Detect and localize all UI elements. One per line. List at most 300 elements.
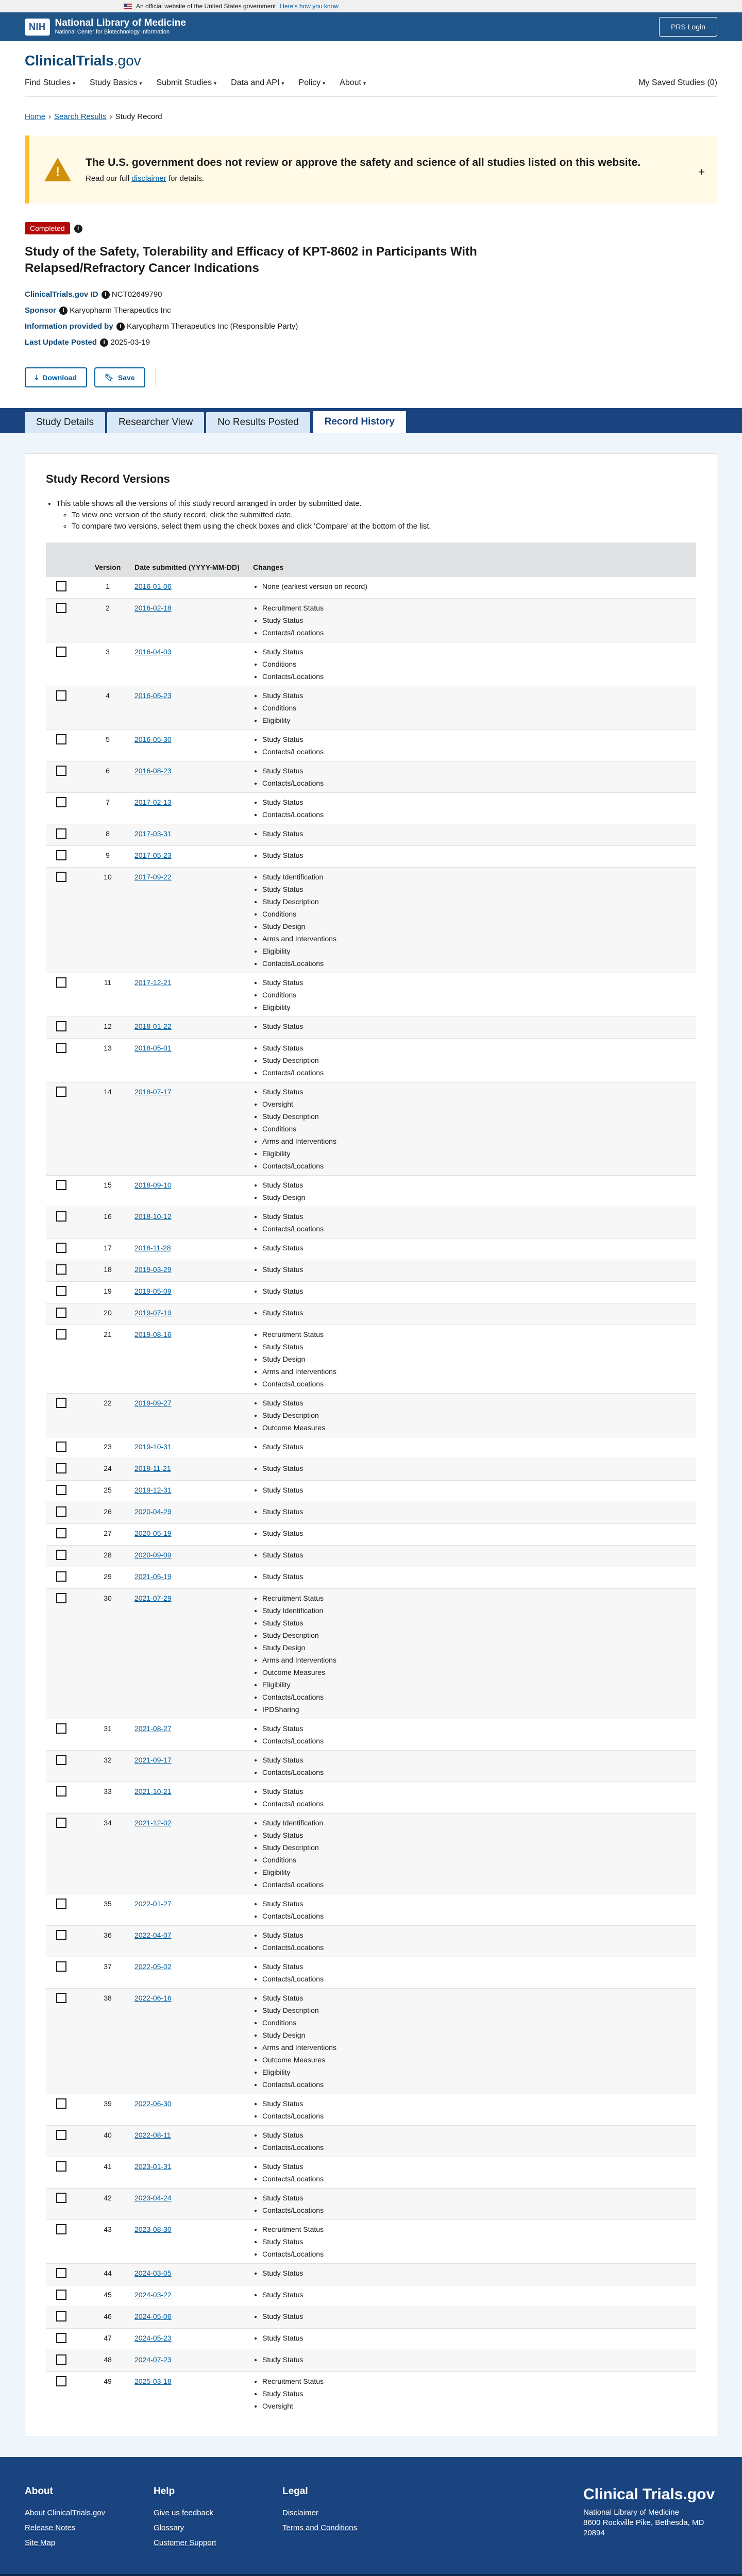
- version-number: 26: [87, 1502, 128, 1523]
- date-cell: [128, 1588, 247, 1719]
- changes-cell: [247, 1894, 696, 1925]
- changes-cell: [247, 1303, 696, 1325]
- version-checkbox[interactable]: [56, 2311, 66, 2321]
- changes-cell: [247, 1545, 696, 1567]
- version-number: 12: [87, 1016, 128, 1038]
- version-checkbox[interactable]: [56, 603, 66, 613]
- version-checkbox[interactable]: [56, 1021, 66, 1031]
- change-item: • Study Status: [262, 689, 690, 702]
- submitted-date-link[interactable]: 2023-01-31: [134, 2162, 172, 2171]
- date-cell: [128, 1523, 247, 1545]
- version-number: 43: [87, 2219, 128, 2263]
- chevron-down-icon: ▾: [214, 80, 217, 87]
- version-number: 8: [87, 824, 128, 845]
- alert-body: Read our full disclaimer for details.: [86, 174, 205, 183]
- info-icon[interactable]: i: [59, 307, 68, 315]
- change-item: • Study Status: [262, 2387, 690, 2400]
- change-item: • Study Status: [262, 1484, 690, 1496]
- change-item: • Study Status: [262, 2235, 690, 2248]
- heres-how-link[interactable]: Here's how you know: [280, 3, 339, 10]
- table-row: [46, 1588, 696, 1719]
- version-checkbox[interactable]: [56, 1961, 66, 1972]
- submitted-date-link[interactable]: 2021-10-21: [134, 1787, 172, 1795]
- date-cell: [128, 577, 247, 598]
- change-item: • Study Status: [262, 2332, 690, 2344]
- submitted-date-link[interactable]: 2016-04-03: [134, 647, 172, 656]
- change-item: • Arms and Interventions: [262, 933, 690, 945]
- tab-researcher-view[interactable]: Researcher View: [107, 412, 204, 433]
- change-item: • Study Status: [262, 1785, 690, 1798]
- version-checkbox[interactable]: [56, 1243, 66, 1253]
- change-item: • Study Status: [262, 883, 690, 895]
- change-item: • Eligibility: [262, 2066, 690, 2078]
- changes-cell: [247, 642, 696, 686]
- changes-cell: [247, 1502, 696, 1523]
- select-cell: [46, 1393, 87, 1437]
- change-item: • Study Status: [262, 1829, 690, 1841]
- version-number: 23: [87, 1437, 128, 1459]
- changes-cell: [247, 1480, 696, 1502]
- table-row: [46, 1459, 696, 1480]
- select-cell: [46, 1260, 87, 1281]
- select-cell: [46, 2350, 87, 2371]
- submitted-date-link[interactable]: 2021-07-29: [134, 1594, 172, 1602]
- changes-cell: [247, 792, 696, 824]
- submitted-date-link[interactable]: 2022-06-16: [134, 1993, 172, 2002]
- submitted-date-link[interactable]: 2021-12-02: [134, 1818, 172, 1827]
- change-item: • Conditions: [262, 1123, 690, 1135]
- submitted-date-link[interactable]: 2024-05-23: [134, 2333, 172, 2342]
- table-row: [46, 1567, 696, 1588]
- version-number: 25: [87, 1480, 128, 1502]
- submitted-date-link[interactable]: 2022-01-27: [134, 1899, 172, 1908]
- table-row: [46, 2094, 696, 2125]
- version-number: 28: [87, 1545, 128, 1567]
- version-checkbox[interactable]: [56, 2290, 66, 2300]
- submitted-date-link[interactable]: 2016-08-23: [134, 766, 172, 775]
- version-checkbox[interactable]: [56, 1180, 66, 1190]
- submitted-date-link[interactable]: 2017-02-13: [134, 798, 172, 806]
- changes-cell: [247, 598, 696, 642]
- change-item: • Contacts/Locations: [262, 808, 690, 821]
- ct-header: [0, 41, 742, 97]
- footer-logo[interactable]: Clinical Trials.gov: [583, 2485, 715, 2503]
- saved-studies-link[interactable]: My Saved Studies (0): [638, 78, 717, 87]
- changes-cell: [247, 1175, 696, 1207]
- save-button[interactable]: 🔖︎ Save: [94, 367, 145, 387]
- submitted-date-link[interactable]: 2016-05-30: [134, 735, 172, 743]
- changes-cell: [247, 2350, 696, 2371]
- submitted-date-link[interactable]: 2023-04-24: [134, 2193, 172, 2202]
- submitted-date-link[interactable]: 2021-09-17: [134, 1755, 172, 1764]
- version-number: 18: [87, 1260, 128, 1281]
- version-checkbox[interactable]: [56, 1723, 66, 1734]
- select-cell: [46, 1567, 87, 1588]
- version-checkbox[interactable]: [56, 1593, 66, 1603]
- change-item: • Contacts/Locations: [262, 2141, 690, 2154]
- table-row: [46, 1988, 696, 2094]
- change-item: • Study Status: [262, 1285, 690, 1297]
- version-checkbox[interactable]: [56, 2376, 66, 2386]
- submitted-date-link[interactable]: 2024-03-05: [134, 2268, 172, 2277]
- changes-cell: [247, 1207, 696, 1238]
- change-item: • Recruitment Status: [262, 1592, 690, 1604]
- select-cell: [46, 1782, 87, 1813]
- select-cell: [46, 1016, 87, 1038]
- submitted-date-link[interactable]: 2020-09-09: [134, 1550, 172, 1559]
- gov-banner: [0, 0, 742, 12]
- table-row: [46, 1523, 696, 1545]
- version-number: 29: [87, 1567, 128, 1588]
- submitted-date-link[interactable]: 2022-05-02: [134, 1962, 172, 1971]
- nav-study-basics[interactable]: Study Basics ▾: [89, 78, 142, 87]
- table-row: [46, 1303, 696, 1325]
- submitted-date-link[interactable]: 2018-01-22: [134, 1022, 172, 1030]
- info-icon[interactable]: i: [102, 291, 110, 299]
- change-item: • Study Status: [262, 1020, 690, 1032]
- version-checkbox[interactable]: [56, 2161, 66, 2172]
- version-checkbox[interactable]: [56, 1485, 66, 1495]
- nav-policy[interactable]: Policy ▾: [298, 78, 326, 87]
- date-cell: [128, 1567, 247, 1588]
- nav-data-api[interactable]: Data and API ▾: [231, 78, 284, 87]
- version-number: 14: [87, 1082, 128, 1175]
- date-cell: [128, 1480, 247, 1502]
- version-checkbox[interactable]: [56, 2098, 66, 2109]
- change-item: • Study Status: [262, 646, 690, 658]
- version-checkbox[interactable]: [56, 1442, 66, 1452]
- submitted-date-link[interactable]: 2020-05-19: [134, 1529, 172, 1537]
- submitted-date-link[interactable]: 2018-07-17: [134, 1087, 172, 1096]
- submitted-date-link[interactable]: 2019-05-09: [134, 1286, 172, 1295]
- info-icon[interactable]: i: [100, 338, 108, 347]
- version-number: 27: [87, 1523, 128, 1545]
- us-flag-icon: [124, 4, 132, 9]
- submitted-date-link[interactable]: 2019-09-27: [134, 1398, 172, 1407]
- date-cell: [128, 2371, 247, 2415]
- select-cell: [46, 2188, 87, 2219]
- submitted-date-link[interactable]: 2021-08-27: [134, 1724, 172, 1733]
- changes-cell: [247, 2371, 696, 2415]
- change-item: • Contacts/Locations: [262, 1941, 690, 1954]
- date-cell: [128, 2125, 247, 2157]
- change-item: • Study Status: [262, 1992, 690, 2004]
- disclaimer-link[interactable]: disclaimer: [131, 174, 166, 183]
- info-icon[interactable]: i: [116, 323, 125, 331]
- tab-record-history[interactable]: Record History: [312, 410, 407, 433]
- version-checkbox[interactable]: [56, 1528, 66, 1538]
- change-item: • Study Status: [262, 1086, 690, 1098]
- change-item: • Study Status: [262, 1179, 690, 1191]
- change-item: • Study Status: [262, 1549, 690, 1561]
- breadcrumb-search-results[interactable]: Search Results: [54, 112, 107, 121]
- version-checkbox[interactable]: [56, 734, 66, 744]
- changes-cell: [247, 2188, 696, 2219]
- date-cell: [128, 2350, 247, 2371]
- change-item: • Contacts/Locations: [262, 2248, 690, 2260]
- footer-link[interactable]: Disclaimer: [282, 2508, 319, 2517]
- change-item: • Eligibility: [262, 1866, 690, 1878]
- select-cell: [46, 1459, 87, 1480]
- select-cell: [46, 1207, 87, 1238]
- expand-alert-icon[interactable]: +: [698, 165, 705, 178]
- change-item: • Conditions: [262, 658, 690, 670]
- footer-link[interactable]: About ClinicalTrials.gov: [25, 2508, 106, 2517]
- record-versions-heading: Study Record Versions: [46, 472, 170, 486]
- version-checkbox[interactable]: [56, 766, 66, 776]
- submitted-date-link[interactable]: 2019-03-29: [134, 1265, 172, 1274]
- change-item: • Study Status: [262, 1242, 690, 1254]
- submitted-date-link[interactable]: 2018-05-01: [134, 1043, 172, 1052]
- change-item: • Contacts/Locations: [262, 1735, 690, 1747]
- submitted-date-link[interactable]: 2020-04-29: [134, 1507, 172, 1516]
- submitted-date-link[interactable]: 2022-08-11: [134, 2130, 171, 2139]
- change-item: • IPDSharing: [262, 1703, 690, 1716]
- submitted-date-link[interactable]: 2017-09-22: [134, 872, 172, 881]
- change-item: • Eligibility: [262, 1679, 690, 1691]
- version-number: 19: [87, 1281, 128, 1303]
- version-checkbox[interactable]: [56, 2333, 66, 2343]
- select-cell: [46, 761, 87, 792]
- version-checkbox[interactable]: [56, 2130, 66, 2140]
- table-row: [46, 2263, 696, 2285]
- change-item: • Study Status: [262, 1897, 690, 1910]
- version-checkbox[interactable]: [56, 977, 66, 988]
- version-checkbox[interactable]: [56, 1211, 66, 1222]
- select-cell: [46, 1480, 87, 1502]
- changes-cell: [247, 1957, 696, 1988]
- date-cell: [128, 1281, 247, 1303]
- change-item: • Contacts/Locations: [262, 957, 690, 970]
- submitted-date-link[interactable]: 2024-03-22: [134, 2290, 172, 2299]
- version-checkbox[interactable]: [56, 2268, 66, 2278]
- version-checkbox[interactable]: [56, 1818, 66, 1828]
- version-checkbox[interactable]: [56, 2224, 66, 2234]
- change-item: • Study Design: [262, 920, 690, 933]
- change-item: • Study Status: [262, 2310, 690, 2323]
- version-number: 16: [87, 1207, 128, 1238]
- submitted-date-link[interactable]: 2024-05-06: [134, 2312, 172, 2320]
- study-title: Study of the Safety, Tolerability and Efficacy of KPT-8602 in Participants With Relapsed/Refractory Cancer Indications: [25, 245, 477, 275]
- version-number: 33: [87, 1782, 128, 1813]
- change-item: • Study Design: [262, 1641, 690, 1654]
- select-cell: [46, 2285, 87, 2307]
- select-cell: [46, 730, 87, 761]
- submitted-date-link[interactable]: 2023-08-30: [134, 2225, 172, 2233]
- version-checkbox[interactable]: [56, 1755, 66, 1765]
- submitted-date-link[interactable]: 2019-12-31: [134, 1485, 172, 1494]
- prs-login-button[interactable]: PRS Login: [659, 17, 717, 37]
- footer-link[interactable]: Site Map: [25, 2538, 56, 2547]
- date-cell: [128, 1894, 247, 1925]
- version-checkbox[interactable]: [56, 1899, 66, 1909]
- submitted-date-link[interactable]: 2017-03-31: [134, 829, 172, 838]
- change-item: • Study Status: [262, 1960, 690, 1973]
- version-checkbox[interactable]: [56, 1930, 66, 1940]
- change-item: • Study Description: [262, 1629, 690, 1641]
- select-cell: [46, 1988, 87, 2094]
- submitted-date-link[interactable]: 2019-08-16: [134, 1330, 172, 1338]
- change-item: • Contacts/Locations: [262, 2078, 690, 2091]
- changes-cell: [247, 1782, 696, 1813]
- select-cell: [46, 792, 87, 824]
- version-checkbox[interactable]: [56, 1043, 66, 1053]
- version-number: 34: [87, 1813, 128, 1894]
- select-cell: [46, 1719, 87, 1750]
- tab-study-details[interactable]: Study Details: [25, 412, 105, 433]
- select-cell: [46, 2371, 87, 2415]
- version-checkbox[interactable]: [56, 828, 66, 839]
- table-row: [46, 1238, 696, 1260]
- changes-cell: [247, 1325, 696, 1393]
- change-item: • Eligibility: [262, 1147, 690, 1160]
- version-checkbox[interactable]: [56, 850, 66, 860]
- version-number: 5: [87, 730, 128, 761]
- table-row: [46, 577, 696, 598]
- select-cell: [46, 973, 87, 1016]
- change-item: • Outcome Measures: [262, 1666, 690, 1679]
- change-item: • Study Description: [262, 2004, 690, 2016]
- submitted-date-link[interactable]: 2022-04-07: [134, 1930, 172, 1939]
- submitted-date-link[interactable]: 2019-10-31: [134, 1442, 172, 1451]
- version-checkbox[interactable]: [56, 1506, 66, 1517]
- version-number: 2: [87, 598, 128, 642]
- changes-cell: [247, 1038, 696, 1082]
- table-row: [46, 1813, 696, 1894]
- nav-submit-studies[interactable]: Submit Studies ▾: [156, 78, 217, 87]
- version-checkbox[interactable]: [56, 690, 66, 701]
- submitted-date-link[interactable]: 2018-10-12: [134, 1212, 172, 1221]
- nih-logo[interactable]: [25, 18, 186, 36]
- version-checkbox[interactable]: [56, 2193, 66, 2203]
- submitted-date-link[interactable]: 2025-03-18: [134, 2377, 172, 2385]
- footer-link[interactable]: Give us feedback: [154, 2508, 213, 2517]
- footer-link[interactable]: Release Notes: [25, 2523, 76, 2532]
- version-number: 20: [87, 1303, 128, 1325]
- footer-heading: Help: [154, 2485, 175, 2497]
- version-checkbox[interactable]: [56, 1264, 66, 1275]
- nav-find-studies[interactable]: Find Studies ▾: [25, 78, 75, 87]
- submitted-date-link[interactable]: 2019-11-21: [134, 1464, 171, 1472]
- changes-cell: [247, 1281, 696, 1303]
- version-checkbox[interactable]: [56, 1398, 66, 1408]
- version-checkbox[interactable]: [56, 1329, 66, 1340]
- version-checkbox[interactable]: [56, 797, 66, 807]
- nav-about[interactable]: About ▾: [340, 78, 366, 87]
- select-cell: [46, 2094, 87, 2125]
- footer-link[interactable]: Terms and Conditions: [282, 2523, 358, 2532]
- study-header: [0, 204, 742, 387]
- submitted-date-link[interactable]: 2016-02-18: [134, 603, 172, 612]
- version-number: 41: [87, 2157, 128, 2188]
- version-checkbox[interactable]: [56, 872, 66, 882]
- change-item: • Contacts/Locations: [262, 626, 690, 639]
- ctgov-logo[interactable]: [25, 53, 717, 69]
- footer-link[interactable]: Customer Support: [154, 2538, 216, 2547]
- changes-cell: [247, 1719, 696, 1750]
- version-checkbox[interactable]: [56, 1308, 66, 1318]
- submitted-date-link[interactable]: 2016-01-06: [134, 582, 172, 590]
- submitted-date-link[interactable]: 2021-05-19: [134, 1572, 172, 1581]
- version-checkbox[interactable]: [56, 1087, 66, 1097]
- change-item: • Eligibility: [262, 714, 690, 726]
- change-item: • Study Status: [262, 1210, 690, 1223]
- version-checkbox[interactable]: [56, 1571, 66, 1582]
- table-row: [46, 1545, 696, 1567]
- date-cell: [128, 1238, 247, 1260]
- submitted-date-link[interactable]: 2016-05-23: [134, 691, 172, 700]
- date-cell: [128, 1207, 247, 1238]
- submitted-date-link[interactable]: 2024-07-23: [134, 2355, 172, 2364]
- version-checkbox[interactable]: [56, 2354, 66, 2365]
- changes-cell: [247, 1925, 696, 1957]
- download-button[interactable]: ⤓ Download: [25, 367, 87, 387]
- submitted-date-link[interactable]: 2018-11-28: [134, 1243, 171, 1252]
- footer-help: [154, 2486, 282, 2553]
- warning-icon: !: [44, 158, 71, 181]
- change-item: • Study Status: [262, 1042, 690, 1054]
- version-checkbox[interactable]: [56, 1286, 66, 1296]
- select-cell: [46, 2125, 87, 2157]
- version-number: 4: [87, 686, 128, 730]
- select-cell: [46, 1303, 87, 1325]
- changes-cell: [247, 730, 696, 761]
- change-item: • Conditions: [262, 2016, 690, 2029]
- date-cell: [128, 1325, 247, 1393]
- table-row: [46, 792, 696, 824]
- info-icon[interactable]: i: [74, 225, 82, 233]
- version-number: 40: [87, 2125, 128, 2157]
- date-cell: [128, 1719, 247, 1750]
- version-checkbox[interactable]: [56, 1786, 66, 1797]
- change-item: • Study Status: [262, 1341, 690, 1353]
- date-cell: [128, 792, 247, 824]
- version-checkbox[interactable]: [56, 1993, 66, 2003]
- change-item: • Study Description: [262, 1110, 690, 1123]
- date-cell: [128, 1813, 247, 1894]
- version-checkbox[interactable]: [56, 581, 66, 591]
- table-row: [46, 973, 696, 1016]
- breadcrumb-current: Study Record: [115, 112, 162, 121]
- version-number: 49: [87, 2371, 128, 2415]
- changes-cell: [247, 973, 696, 1016]
- breadcrumb-home[interactable]: Home: [25, 112, 46, 121]
- footer-link[interactable]: Glossary: [154, 2523, 184, 2532]
- version-checkbox[interactable]: [56, 1550, 66, 1560]
- date-cell: [128, 1437, 247, 1459]
- version-checkbox[interactable]: [56, 647, 66, 657]
- version-number: 31: [87, 1719, 128, 1750]
- submitted-date-link[interactable]: 2022-06-30: [134, 2099, 172, 2108]
- select-cell: [46, 1175, 87, 1207]
- submitted-date-link[interactable]: 2017-12-21: [134, 978, 172, 987]
- change-item: • Study Status: [262, 849, 690, 861]
- change-item: • Recruitment Status: [262, 1328, 690, 1341]
- status-badge: Completed: [25, 222, 70, 234]
- submitted-date-link[interactable]: 2017-05-23: [134, 851, 172, 859]
- submitted-date-link[interactable]: 2019-07-19: [134, 1308, 172, 1317]
- version-checkbox[interactable]: [56, 1463, 66, 1473]
- select-cell: [46, 1038, 87, 1082]
- select-cell: [46, 1957, 87, 1988]
- alert-title: The U.S. government does not review or approve the safety and science of all studies listed on this website.: [86, 156, 641, 168]
- change-item: • Study Design: [262, 1353, 690, 1365]
- submitted-date-link[interactable]: 2018-09-10: [134, 1180, 172, 1189]
- changes-cell: [247, 686, 696, 730]
- footer-legal: [282, 2486, 411, 2553]
- record-history-section: [0, 433, 742, 2457]
- tab-no-results-posted[interactable]: No Results Posted: [206, 412, 310, 433]
